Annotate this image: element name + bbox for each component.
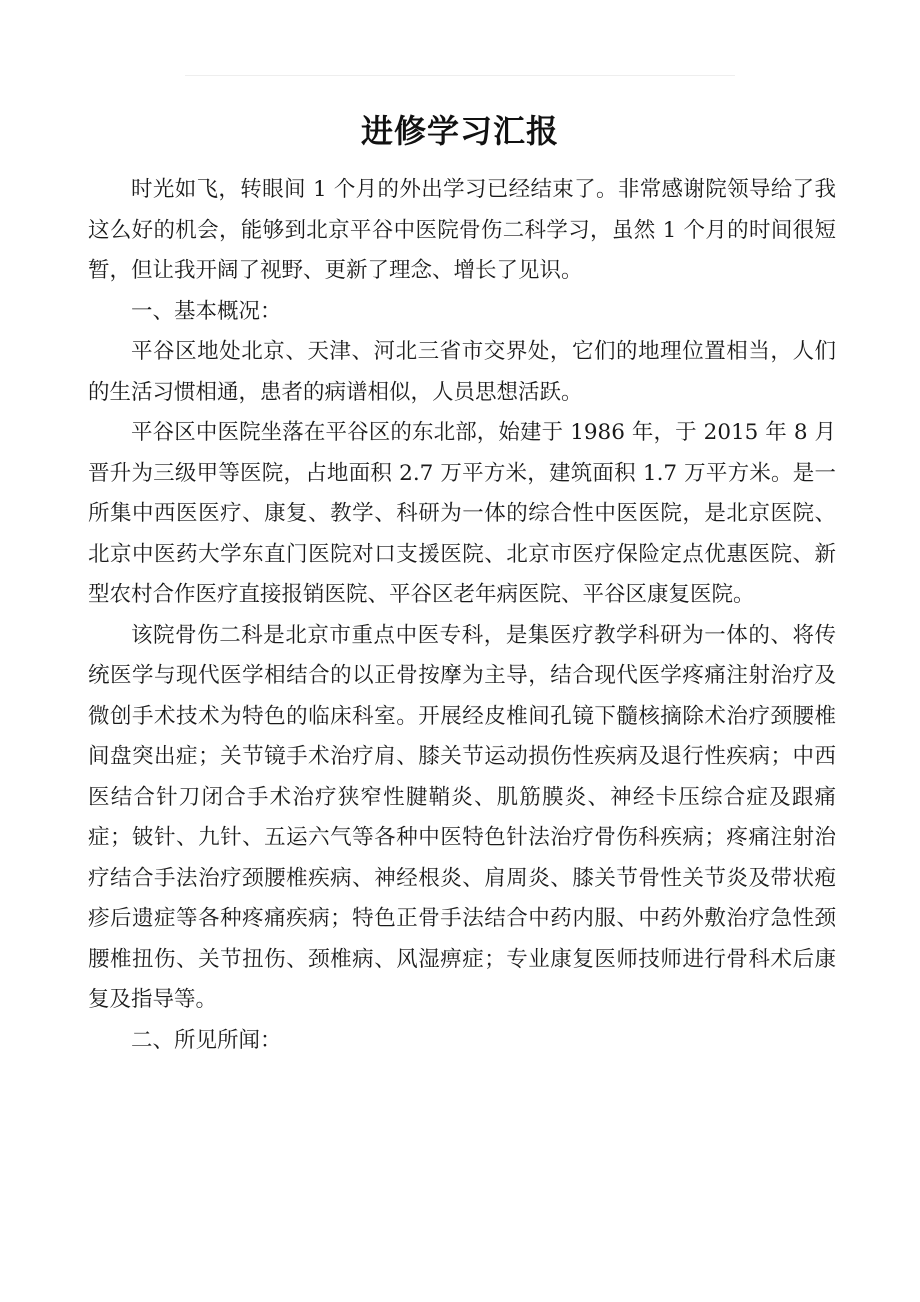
paragraph-hospital: 平谷区中医院坐落在平谷区的东北部，始建于 1986 年，于 2015 年 8 月晋升为三级甲等医院，占地面积 2.7 万平方米，建筑面积 1.7 万平方米。是一所集中西医医疗、康复、教学、科研为一体的综合性中医医院，是北京医院、北京中医药大学东直门医院对口支援医院、北京市医疗保险定点优惠医院、新型农村合作医疗直接报销医院、平谷区老年病医院、平谷区康复医院。: [88, 420, 836, 607]
section-heading-observations: 二、所见所闻：: [131, 1027, 282, 1053]
section-heading-overview: 一、基本概况：: [131, 298, 282, 324]
paragraph-intro: 时光如飞，转眼间 1 个月的外出学习已经结束了。非常感谢院领导给了我这么好的机会，能够到北京平谷中医院骨伤二科学习，虽然 1 个月的时间很短暂，但让我开阔了视野、更新了理念、增长了见识。: [88, 177, 836, 283]
paragraph-department: 该院骨伤二科是北京市重点中医专科，是集医疗教学科研为一体的、将传统医学与现代医学相结合的以正骨按摩为主导，结合现代医学疼痛注射治疗及微创手术技术为特色的临床科室。开展经皮椎间孔镜下髓核摘除术治疗颈腰椎间盘突出症；关节镜手术治疗肩、膝关节运动损伤性疾病及退行性疾病；中西医结合针刀闭合手术治疗狭窄性腱鞘炎、肌筋膜炎、神经卡压综合症及跟痛症；铍针、九针、五运六气等各种中医特色针法治疗骨伤科疾病；疼痛注射治疗结合手法治疗颈腰椎疾病、神经根炎、肩周炎、膝关节骨性关节炎及带状疱疹后遗症等各种疼痛疾病；特色正骨手法结合中药内服、中药外敷治疗急性颈腰椎扭伤、关节扭伤、颈椎病、风湿痹症；专业康复医师技师进行骨科术后康复及指导等。: [88, 622, 836, 1012]
paragraph-location: 平谷区地处北京、天津、河北三省市交界处，它们的地理位置相当，人们的生活习惯相通，患者的病谱相似，人员思想活跃。: [88, 339, 836, 405]
header-rule: [185, 75, 735, 76]
document-body: [88, 170, 836, 1061]
page-title: 进修学习汇报: [360, 112, 559, 151]
